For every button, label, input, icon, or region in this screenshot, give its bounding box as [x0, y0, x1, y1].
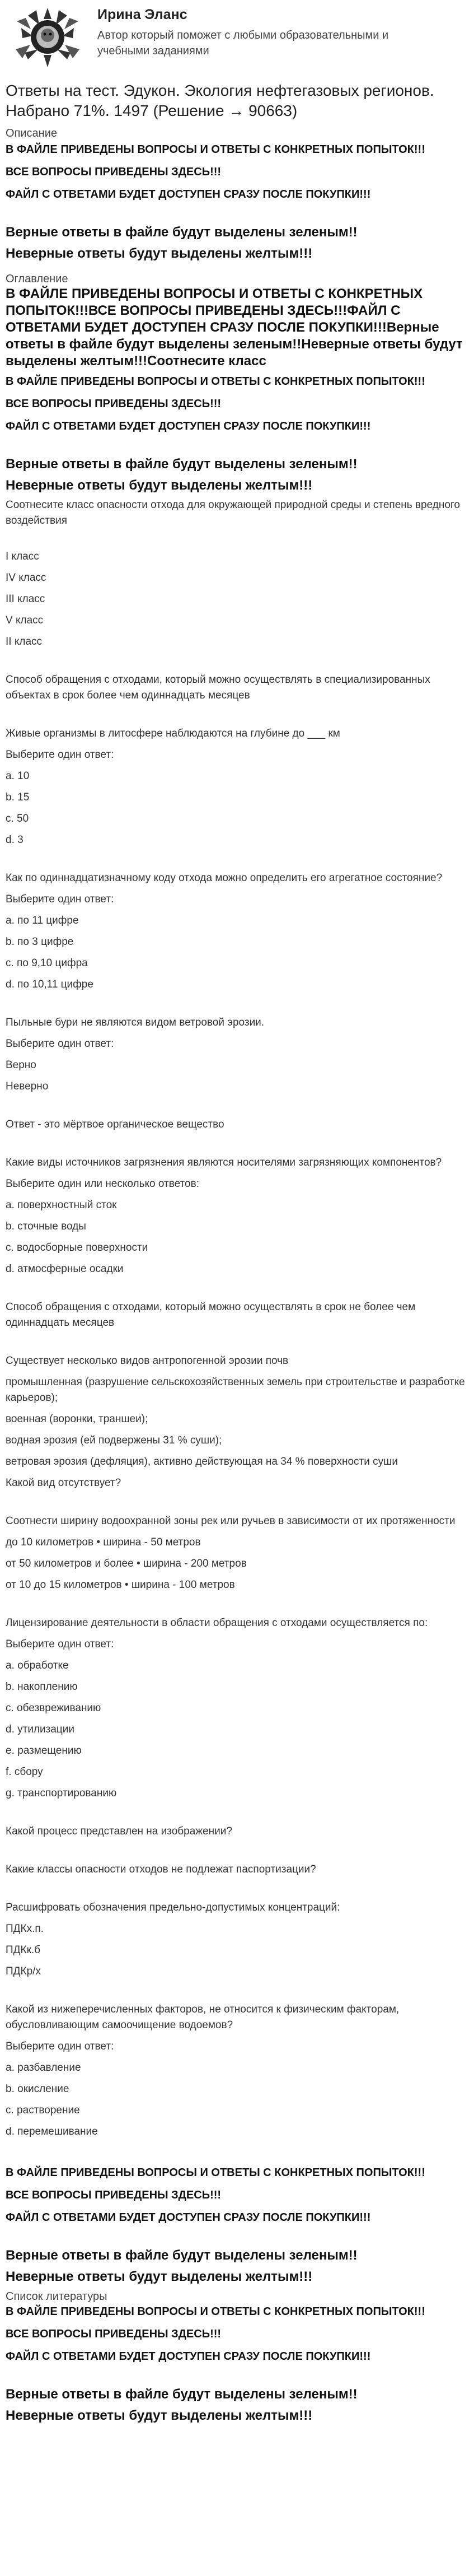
answer-option: b. окисление	[6, 2083, 69, 2095]
toc-text: В ФАЙЛЕ ПРИВЕДЕНЫ ВОПРОСЫ И ОТВЕТЫ С КОНКРЕТНЫХ ПОПЫТОК!!!ВСЕ ВОПРОСЫ ПРИВЕДЕНЫ ЗДЕСЬ!!!ФАЙЛ С ОТВЕТАМИ БУДЕТ ДОСТУПЕН СРАЗУ ПОСЛЕ ПОКУПКИ!!!Верные ответы в файле будут выделены зеленым!!Неверные ответы будут выделены желтым!!!Соотнесите класс	[6, 286, 463, 369]
description-label: Описание	[6, 127, 58, 139]
answer-option: d. утилизации	[6, 1723, 75, 1735]
author-info	[97, 4, 433, 59]
literature-label: Список литературы	[6, 2290, 107, 2303]
list-item: V класс	[6, 614, 44, 626]
question-text: Существует несколько видов антропогенной эрозии почв	[6, 1355, 289, 1367]
end-promo-line1: В ФАЙЛЕ ПРИВЕДЕНЫ ВОПРОСЫ И ОТВЕТЫ С КОНКРЕТНЫХ ПОПЫТОК!!!	[6, 2167, 425, 2179]
promo-yellow: Неверные ответы будут выделены желтым!!!	[6, 246, 313, 261]
end-promo-line3: ФАЙЛ С ОТВЕТАМИ БУДЕТ ДОСТУПЕН СРАЗУ ПОСЛЕ ПОКУПКИ!!!	[6, 2211, 371, 2224]
list-item: ПДКх.п.	[6, 1923, 44, 1935]
answer-option: f. сбору	[6, 1766, 43, 1778]
question-14	[6, 1900, 468, 1979]
question-text: Какой процесс представлен на изображении?	[6, 1825, 232, 1837]
question-prompt: Какой вид отсутствует?	[6, 1477, 121, 1489]
lit-promo-yellow: Неверные ответы будут выделены желтым!!!	[6, 2408, 313, 2423]
end-promo-line2: ВСЕ ВОПРОСЫ ПРИВЕДЕНЫ ЗДЕСЬ!!!	[6, 2189, 222, 2201]
answer-prompt: Выберите один ответ:	[6, 749, 114, 761]
answer-option: c. 50	[6, 813, 29, 824]
answer-prompt: Выберите один ответ:	[6, 1638, 114, 1650]
question-text: Способ обращения с отходами, который можно осуществлять в срок не более чем одиннадцать месяцев	[6, 1301, 416, 1329]
list-item: ветровая эрозия (дефляция), активно действующая на 34 % поверхности суши	[6, 1456, 398, 1468]
question-text: Соотнесите класс опасности отхода для окружающей природной среды и степень вредного воздействия	[6, 499, 460, 527]
question-3	[6, 726, 468, 848]
answer-option: d. 3	[6, 834, 24, 846]
promo-green: Верные ответы в файле будут выделены зеленым!!	[6, 225, 358, 240]
lit-promo-green: Верные ответы в файле будут выделены зеленым!!	[6, 2387, 358, 2402]
question-text: Какие классы опасности отходов не подлежат паспортизации?	[6, 1864, 316, 1875]
question-text: Соотнести ширину водоохранной зоны рек или ручьев в зависимости от их протяженности	[6, 1515, 456, 1527]
question-10	[6, 1513, 468, 1593]
answer-option: d. по 10,11 цифре	[6, 979, 93, 990]
promo-line1: В ФАЙЛЕ ПРИВЕДЕНЫ ВОПРОСЫ И ОТВЕТЫ С КОНКРЕТНЫХ ПОПЫТОК!!!	[6, 143, 425, 156]
toc-promo-green: Верные ответы в файле будут выделены зеленым!!	[6, 456, 358, 472]
answer-option: d. перемешивание	[6, 2126, 98, 2137]
list-item: от 50 километров и более • ширина - 200 метров	[6, 1558, 247, 1569]
author-block	[6, 4, 468, 73]
question-text: Ответ - это мёртвое органическое вещество	[6, 1119, 224, 1130]
question-15	[6, 2002, 468, 2140]
answer-option: b. сточные воды	[6, 1221, 86, 1232]
answer-option: d. атмосферные осадки	[6, 1263, 124, 1275]
list-item: военная (воронки, траншеи);	[6, 1413, 148, 1425]
answer-option: b. по 3 цифре	[6, 936, 74, 948]
answer-option: b. 15	[6, 791, 30, 803]
answer-option: c. обезвреживанию	[6, 1702, 101, 1714]
question-text: Пыльные бури не являются видом ветровой эрозии.	[6, 1017, 265, 1028]
list-item: до 10 километров • ширина - 50 метров	[6, 1536, 201, 1548]
answer-option: a. обработке	[6, 1660, 69, 1671]
answer-option: a. разбавление	[6, 2062, 81, 2074]
lit-promo-line3: ФАЙЛ С ОТВЕТАМИ БУДЕТ ДОСТУПЕН СРАЗУ ПОСЛЕ ПОКУПКИ!!!	[6, 2350, 371, 2363]
author-avatar[interactable]	[6, 4, 90, 69]
answer-option: a. 10	[6, 770, 30, 782]
answer-prompt: Выберите один ответ:	[6, 2041, 114, 2052]
question-9	[6, 1353, 468, 1491]
question-text: Лицензирование деятельности в области обращения с отходами осуществляется по:	[6, 1617, 428, 1629]
list-item: I класс	[6, 551, 39, 562]
toc-promo-line2: ВСЕ ВОПРОСЫ ПРИВЕДЕНЫ ЗДЕСЬ!!!	[6, 398, 222, 410]
promo-line2: ВСЕ ВОПРОСЫ ПРИВЕДЕНЫ ЗДЕСЬ!!!	[6, 166, 222, 178]
list-item: от 10 до 15 километров • ширина - 100 метров	[6, 1579, 235, 1591]
question-text: Расшифровать обозначения предельно-допустимых концентраций:	[6, 1902, 340, 1913]
question-11	[6, 1615, 468, 1801]
question-text: Какие виды источников загрязнения являются носителями загрязняющих компонентов?	[6, 1157, 442, 1168]
question-text: Какой из нижеперечисленных факторов, не относится к физическим факторам, обусловливающим самоочищение водоемов?	[6, 2004, 400, 2031]
answer-option: a. поверхностный сток	[6, 1199, 117, 1211]
question-13	[6, 1862, 468, 1878]
list-item: ПДКр/х	[6, 1965, 41, 1977]
author-avatar-image	[6, 4, 90, 69]
page-title: Ответы на тест. Эдукон. Экология нефтегазовых регионов. Набрано 71%. 1497 (Решение → 90663)	[6, 82, 434, 119]
answer-prompt: Выберите один ответ:	[6, 893, 114, 905]
list-item: III класс	[6, 593, 45, 605]
answer-option: Неверно	[6, 1080, 49, 1092]
answer-prompt: Выберите один или несколько ответов:	[6, 1178, 199, 1190]
answer-option: c. по 9,10 цифра	[6, 957, 88, 969]
end-promo-yellow: Неверные ответы будут выделены желтым!!!	[6, 2269, 313, 2284]
list-item: ПДКк.б	[6, 1944, 41, 1956]
promo-line3: ФАЙЛ С ОТВЕТАМИ БУДЕТ ДОСТУПЕН СРАЗУ ПОСЛЕ ПОКУПКИ!!!	[6, 188, 371, 201]
answer-option: Верно	[6, 1059, 36, 1071]
answer-prompt: Выберите один ответ:	[6, 1038, 114, 1050]
question-1	[6, 497, 468, 650]
author-name[interactable]: Ирина Эланс	[97, 7, 187, 22]
list-item: II класс	[6, 636, 43, 648]
question-text: Живые организмы в литосфере наблюдаются на глубине до ___ км	[6, 728, 340, 739]
toc-label: Оглавление	[6, 273, 68, 285]
toc-promo-line3: ФАЙЛ С ОТВЕТАМИ БУДЕТ ДОСТУПЕН СРАЗУ ПОСЛЕ ПОКУПКИ!!!	[6, 420, 371, 432]
list-item: промышленная (разрушение сельскохозяйственных земель при строительстве и разработке карьеров);	[6, 1376, 465, 1404]
toc-promo-line1: В ФАЙЛЕ ПРИВЕДЕНЫ ВОПРОСЫ И ОТВЕТЫ С КОНКРЕТНЫХ ПОПЫТОК!!!	[6, 375, 425, 388]
question-text: Как по одиннадцатизначному коду отхода можно определить его агрегатное состояние?	[6, 872, 443, 884]
answer-option: e. размещению	[6, 1745, 82, 1757]
question-7	[6, 1155, 468, 1277]
question-5	[6, 1015, 468, 1094]
author-description: Автор который поможет с любыми образовательными и учебными заданиями	[97, 29, 389, 57]
answer-option: c. водосборные поверхности	[6, 1242, 148, 1254]
toc-promo-yellow: Неверные ответы будут выделены желтым!!!	[6, 478, 313, 493]
list-item: IV класс	[6, 572, 46, 584]
end-promo-green: Верные ответы в файле будут выделены зеленым!!	[6, 2248, 358, 2263]
question-text: Способ обращения с отходами, который можно осуществлять в специализированных объектах в срок более чем одиннадцать месяцев	[6, 674, 430, 701]
answer-option: a. по 11 цифре	[6, 915, 79, 926]
question-2	[6, 672, 468, 704]
question-12	[6, 1824, 468, 1839]
lit-promo-line1: В ФАЙЛЕ ПРИВЕДЕНЫ ВОПРОСЫ И ОТВЕТЫ С КОНКРЕТНЫХ ПОПЫТОК!!!	[6, 2305, 425, 2318]
answer-option: b. накоплению	[6, 1681, 78, 1693]
lit-promo-line2: ВСЕ ВОПРОСЫ ПРИВЕДЕНЫ ЗДЕСЬ!!!	[6, 2328, 222, 2340]
list-item: водная эрозия (ей подвержены 31 % суши);	[6, 1434, 222, 1446]
question-8	[6, 1299, 468, 1331]
answer-option: c. растворение	[6, 2104, 80, 2116]
question-4	[6, 870, 468, 993]
answer-option: g. транспортированию	[6, 1787, 117, 1799]
question-6	[6, 1117, 468, 1133]
